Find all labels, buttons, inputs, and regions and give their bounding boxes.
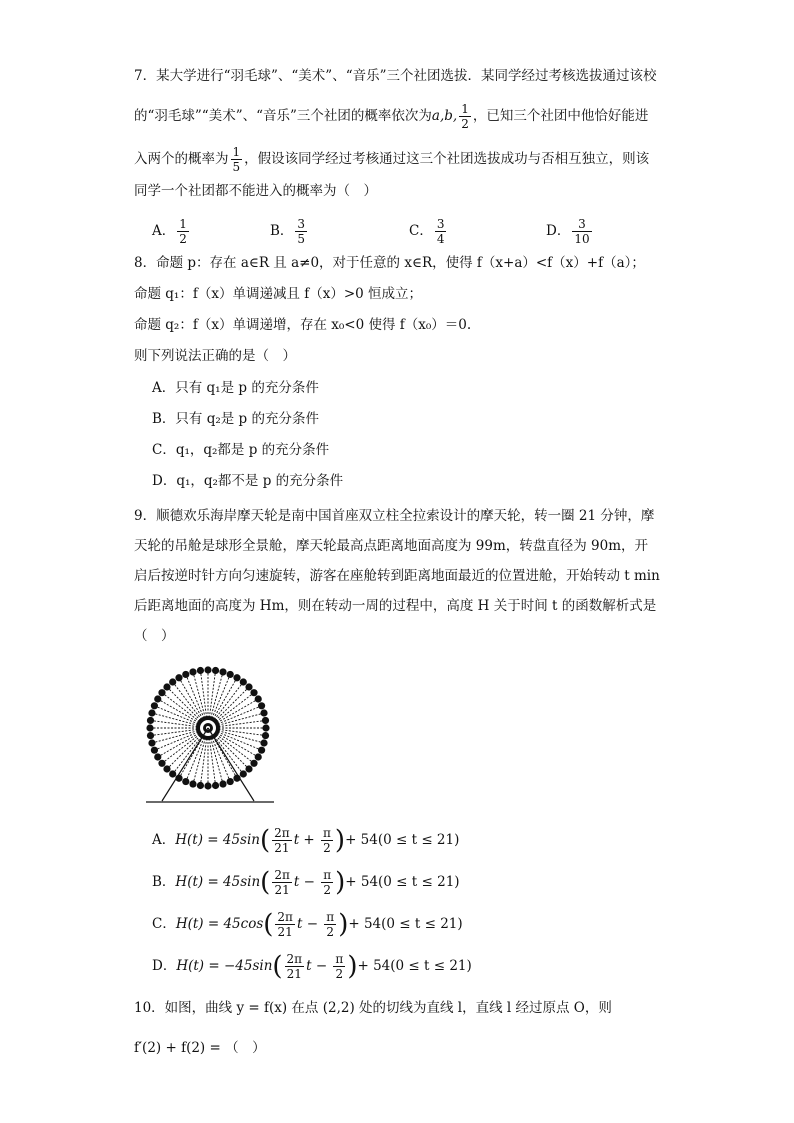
q9-line3: 启后按逆时针方向匀速旋转，游客在座舱转到距离地面最近的位置进舱，开始转动 t min: [134, 568, 660, 584]
cabin: [146, 724, 153, 731]
cabin: [163, 765, 170, 772]
cabin: [154, 753, 161, 760]
q9-option-d[interactable]: D．H(t) = −45sin( $\frac{2\pi}{21}$ t − $\frac{\pi}{2}$ )+ 54(0 ≤ t ≤ 21): [152, 951, 472, 982]
support-right: [208, 728, 254, 801]
cabin: [151, 702, 158, 709]
cabin: [258, 747, 265, 754]
ferris-wheel-figure: [140, 655, 280, 807]
q8-option-d[interactable]: D．q₁，q₂都不是 p 的充分条件: [152, 473, 344, 489]
cabin: [255, 753, 262, 760]
q8-option-c[interactable]: C．q₁，q₂都是 p 的充分条件: [152, 442, 330, 458]
q7-vars: a,b,: [431, 108, 458, 124]
cabin: [262, 724, 269, 731]
cabin: [154, 695, 161, 702]
q9-option-c[interactable]: C．H(t) = 45cos( $\frac{2\pi}{21}$ t − $\frac{\pi}{2}$ )+ 54(0 ≤ t ≤ 21): [152, 909, 463, 940]
q7-option-b[interactable]: B． $\frac{3}{5}$: [270, 217, 306, 246]
cabin: [147, 717, 154, 724]
q9-line1: 9．顺德欢乐海岸摩天轮是南中国首座双立柱全拉索设计的摩天轮，转一圈 21 分钟，摩: [134, 508, 655, 524]
q7-frac-fifth: $\frac{1}{5}$: [232, 145, 241, 174]
cabin: [255, 695, 262, 702]
cabin: [262, 732, 269, 739]
cabin: [240, 678, 247, 685]
cabin: [240, 770, 247, 777]
cabin: [245, 765, 252, 772]
q9-line2: 天轮的吊舱是球形全景舱，摩天轮最高点距离地面高度为 99m，转盘直径为 90m，开: [134, 538, 649, 554]
cabin: [233, 674, 240, 681]
cabin: [245, 683, 252, 690]
q7-frac-half: $\frac{1}{2}$: [461, 102, 469, 131]
support-left: [162, 728, 208, 801]
cabin: [158, 760, 165, 767]
cabin: [258, 702, 265, 709]
q7-line2: [134, 102, 648, 131]
q7-line3: [134, 145, 649, 174]
q8-line1: 8．命题 p：存在 a∈R 且 a≠0，对于任意的 x∈R，使得 f（x+a）<f（x）+f（a）；: [134, 255, 645, 271]
cabin: [219, 668, 226, 675]
cabin: [212, 667, 219, 674]
cabin: [148, 709, 155, 716]
cabin: [260, 709, 267, 716]
cabin: [148, 739, 155, 746]
cabin: [189, 780, 196, 787]
q9-option-a[interactable]: A．H(t) = 45sin( $\frac{2\pi}{21}$ t + $\frac{\pi}{2}$ )+ 54(0 ≤ t ≤ 21): [152, 825, 460, 856]
cabin: [227, 778, 234, 785]
q9-option-b[interactable]: B．H(t) = 45sin( $\frac{2\pi}{21}$ t − $\frac{\pi}{2}$ )+ 54(0 ≤ t ≤ 21): [152, 867, 460, 898]
q10-line2: f′(2) + f(2) = （ ）: [134, 1040, 266, 1056]
q7-option-d[interactable]: D． $\frac{3}{10}$: [546, 217, 590, 246]
q7-line2-text: 的“羽毛球”“美术”、“音乐”三个社团的概率依次为: [134, 108, 432, 124]
cabin: [204, 666, 211, 673]
cabin: [262, 717, 269, 724]
q7-line1: 7．某大学进行“羽毛球”、“美术”、“音乐”三个社团选拔．某同学经过考核选拔通过该校: [134, 68, 657, 84]
cabin: [204, 782, 211, 789]
q8-line3: 命题 q₂：f（x）单调递增，存在 x₀<0 使得 f（x₀）＝0.: [134, 317, 472, 333]
q7-option-a[interactable]: A． $\frac{1}{2}$: [152, 217, 187, 246]
cabin: [147, 732, 154, 739]
q8-line2: 命题 q₁：f（x）单调递减且 f（x）>0 恒成立；: [134, 286, 423, 302]
cabin: [169, 770, 176, 777]
cabin: [197, 782, 204, 789]
cabin: [158, 689, 165, 696]
q8-line4: 则下列说法正确的是（ ）: [134, 348, 296, 364]
cabin: [175, 674, 182, 681]
cabin: [151, 747, 158, 754]
cabin: [182, 671, 189, 678]
q7-line2-post: ，已知三个社团中他恰好能进: [472, 108, 649, 124]
q7-line4: 同学一个社团都不能进入的概率为（ ）: [134, 183, 377, 199]
cabin: [197, 667, 204, 674]
cabin: [227, 671, 234, 678]
q8-option-a[interactable]: A．只有 q₁是 p 的充分条件: [152, 380, 319, 396]
cabin: [250, 760, 257, 767]
cabin: [189, 668, 196, 675]
cabin: [182, 778, 189, 785]
cabin: [250, 689, 257, 696]
q10-line1: 10．如图，曲线 y = f(x) 在点 (2,2) 处的切线为直线 l，直线 l 经过原点 O，则: [134, 1000, 612, 1016]
cabin: [219, 780, 226, 787]
q7-option-c[interactable]: C． $\frac{3}{4}$: [409, 217, 445, 246]
q7-line3-post: ，假设该同学经过考核通过这三个社团选拔成功与否相互独立，则该: [244, 151, 650, 167]
q9-line4: 后距离地面的高度为 Hm，则在转动一周的过程中，高度 H 关于时间 t 的函数解析式是: [134, 598, 657, 614]
q7-line3-pre: 入两个的概率为: [134, 151, 229, 167]
cabin: [260, 739, 267, 746]
q8-option-b[interactable]: B．只有 q₂是 p 的充分条件: [152, 411, 319, 427]
cabin: [212, 782, 219, 789]
q9-line5: （ ）: [134, 628, 175, 644]
cabin: [163, 683, 170, 690]
cabin: [169, 678, 176, 685]
